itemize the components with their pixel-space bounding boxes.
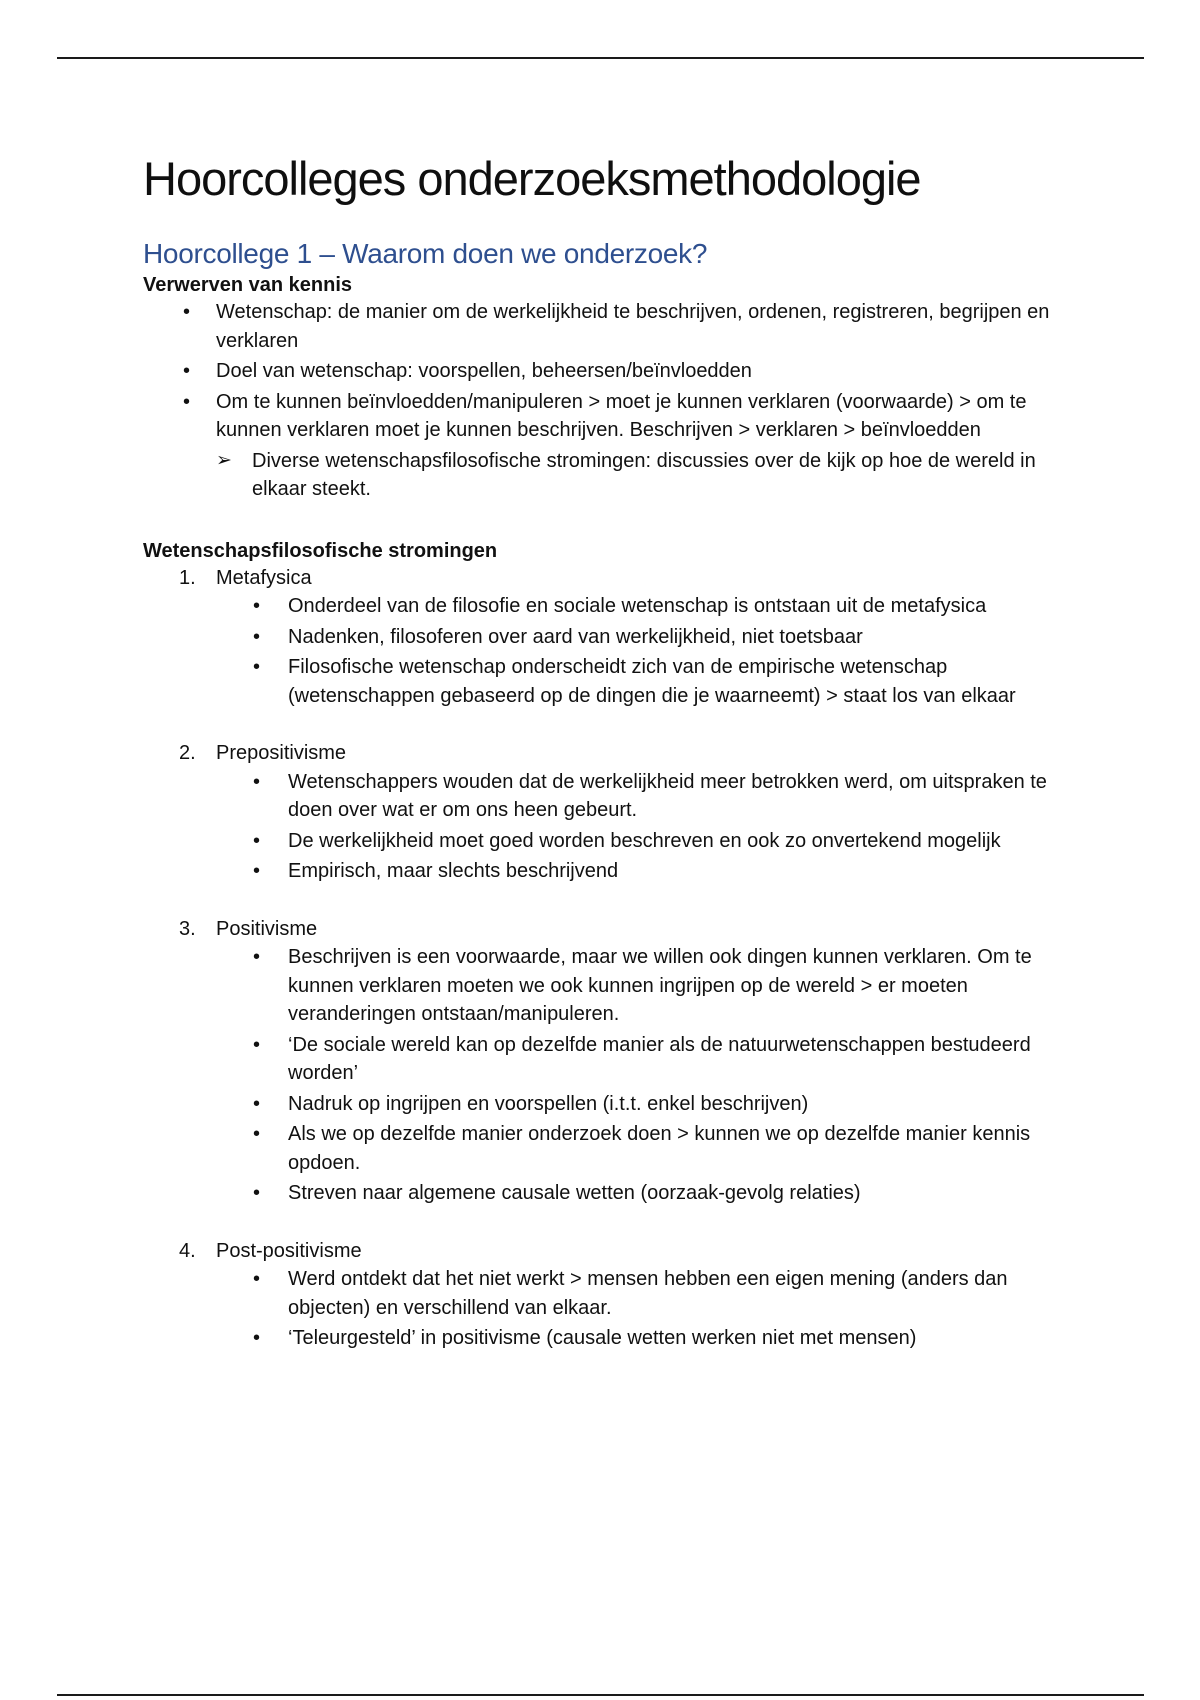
list-item: • Nadenken, filosoferen over aard van werkelijkheid, niet toetsbaar (143, 623, 1063, 652)
bullet-icon: • (253, 946, 261, 968)
section-title-stromingen: Wetenschapsfilosofische stromingen (143, 539, 498, 562)
sub-bullet-list (143, 1265, 1063, 1353)
list-item: • Als we op dezelfde manier onderzoek doen > kunnen we op dezelfde manier kennis opdoen. (143, 1120, 1063, 1177)
header-rule (57, 57, 1144, 59)
list-item: • Beschrijven is een voorwaarde, maar we willen ook dingen kunnen verklaren. Om te kunnen verklaren moeten we ook kunnen ingrijpen op de wereld > er moeten veranderingen ontstaan/manipuleren. (143, 943, 1063, 1029)
list-item: • Wetenschap: de manier om de werkelijkheid te beschrijven, ordenen, registreren, begrijpen en verklaren (143, 298, 1063, 355)
list-item: • ‘Teleurgesteld’ in positivisme (causale wetten werken niet met mensen) (143, 1324, 1063, 1353)
list-item: • Doel van wetenschap: voorspellen, beheersen/beïnvloedden (143, 357, 1063, 386)
sub-bullet-list (143, 592, 1063, 710)
bullet-icon: • (253, 1123, 261, 1145)
sub-bullet-list (143, 943, 1063, 1208)
bullet-icon: • (253, 1092, 261, 1115)
numbered-item: 1. Metafysica (179, 566, 312, 589)
bullet-icon: • (253, 829, 261, 852)
bullet-icon: • (253, 595, 261, 617)
bullet-icon: • (183, 301, 191, 323)
bullet-icon: • (253, 625, 261, 648)
list-item: • Werd ontdekt dat het niet werkt > mensen hebben een eigen mening (anders dan objecten) en verschillend van elkaar. (143, 1265, 1063, 1322)
arrow-list-item: ➢ Diverse wetenschapsfilosofische stromingen: discussies over de kijk op hoe de wereld in elkaar steekt. (143, 447, 1063, 504)
bullet-icon: • (253, 1033, 261, 1056)
lecture-heading: Hoorcollege 1 – Waarom doen we onderzoek? (143, 238, 708, 269)
list-item: • Onderdeel van de filosofie en sociale wetenschap is ontstaan uit de metafysica (143, 592, 1063, 621)
numbered-item: 2. Prepositivisme (179, 742, 347, 764)
list-item: • ‘De sociale wereld kan op dezelfde manier als de natuurwetenschappen bestudeerd worden’ (143, 1031, 1063, 1088)
bullet-list (143, 298, 1063, 445)
bullet-icon: • (253, 656, 261, 678)
list-item: • Om te kunnen beïnvloedden/manipuleren > moet je kunnen verklaren (voorwaarde) > om te kunnen verklaren moet je kunnen beschrijven. Beschrijven > verklaren > beïnvloedden (143, 388, 1063, 445)
bullet-icon: • (253, 1182, 261, 1204)
bullet-icon: • (183, 390, 191, 413)
list-item: • Nadruk op ingrijpen en voorspellen (i.t.t. enkel beschrijven) (143, 1090, 1063, 1119)
bullet-icon: • (183, 360, 191, 382)
list-item: • Streven naar algemene causale wetten (oorzaak-gevolg relaties) (143, 1179, 1063, 1208)
bullet-icon: • (253, 1327, 261, 1349)
numbered-item: 3. Positivisme (179, 917, 318, 940)
list-item: • Wetenschappers wouden dat de werkelijkheid meer betrokken werd, om uitspraken te doen over wat er om ons heen gebeurt. (143, 768, 1063, 825)
list-item: • Empirisch, maar slechts beschrijvend (143, 857, 1063, 886)
list-item: • De werkelijkheid moet goed worden beschreven en ook zo onvertekend mogelijk (143, 827, 1063, 856)
bullet-icon: • (253, 1268, 261, 1290)
list-item: • Filosofische wetenschap onderscheidt zich van de empirische wetenschap (wetenschappen gebaseerd op de dingen die je waarneemt) > staat los van elkaar (143, 653, 1063, 710)
arrow-bullet-icon: ➢ (216, 449, 232, 471)
section-title-verwerven: Verwerven van kennis (143, 274, 353, 296)
footer-rule (57, 1694, 1144, 1696)
document-title: Hoorcolleges onderzoeksmethodologie (143, 152, 921, 205)
sub-bullet-list (143, 768, 1063, 886)
bullet-icon: • (253, 770, 261, 793)
bullet-icon: • (253, 860, 261, 882)
document-body (143, 148, 1063, 1355)
numbered-item: 4. Post-positivisme (179, 1239, 362, 1262)
